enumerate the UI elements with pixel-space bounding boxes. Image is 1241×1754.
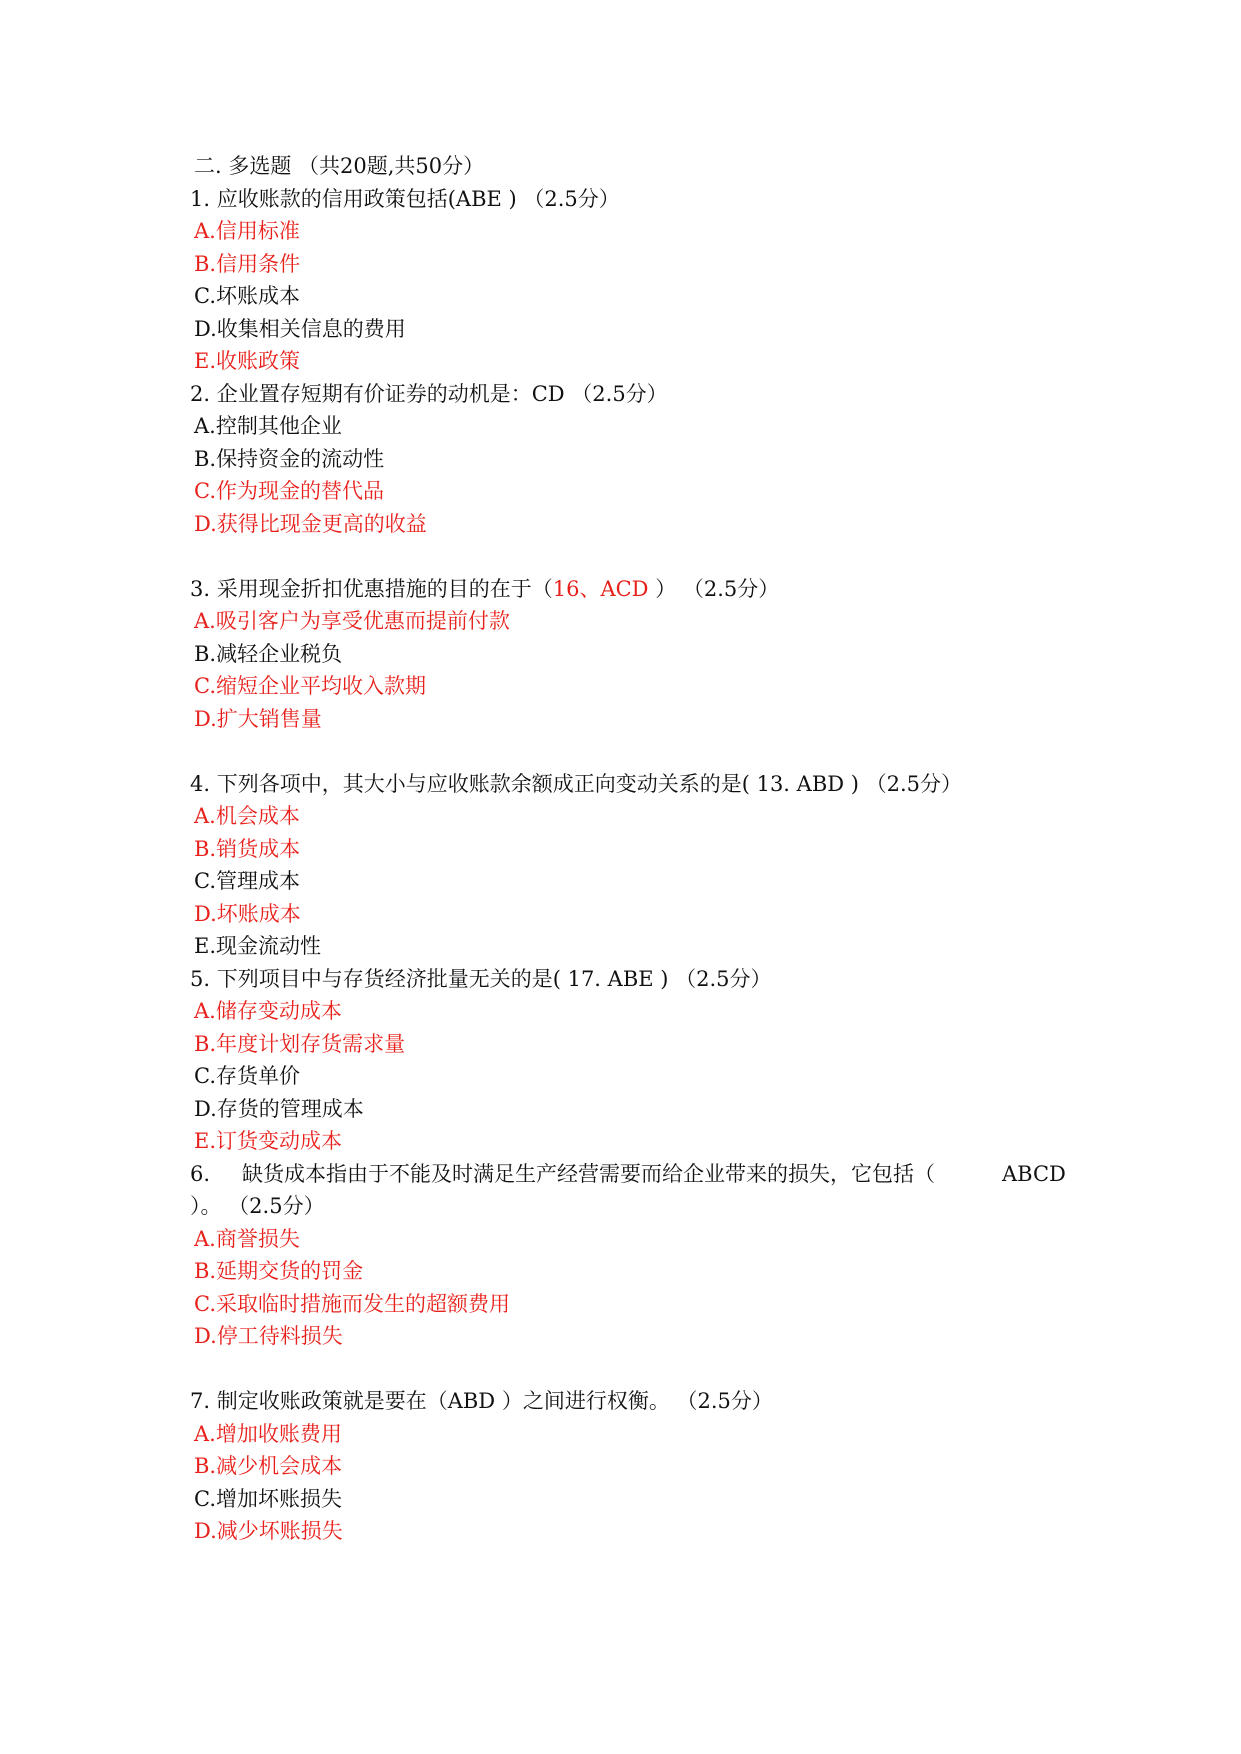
question-2-option-d: D.获得比现金更高的收益 (194, 511, 427, 536)
question-7-option-a: A.增加收账费用 (194, 1421, 342, 1446)
question-4-option-a: A.机会成本 (194, 804, 300, 828)
question-7-option-d: D.减少坏账损失 (194, 1519, 343, 1543)
question-3-option-a: A.吸引客户为享受优惠而提前付款 (194, 609, 510, 633)
question-6-stem-continued: ）。 （2.5分） (190, 1194, 325, 1218)
question-4-stem: 4. 下列各项中，其大小与应收账款余额成正向变动关系的是( 13. ABD ) （2.5分） (190, 771, 963, 796)
question-6-answer-mark: ABCD (1002, 1161, 1066, 1186)
question-3-stem (190, 573, 1070, 606)
question-1-option-e: E.收账政策 (194, 349, 301, 373)
question-2-option-b: B.保持资金的流动性 (194, 446, 385, 471)
question-4-option-b: B.销货成本 (194, 836, 301, 861)
question-5-option-c: C.存货单价 (194, 1064, 300, 1088)
question-3-stem-text: 3. 采用现金折扣优惠措施的目的在于（ (190, 576, 553, 601)
question-6-number: 6. (190, 1161, 211, 1186)
question-5-option-b: B.年度计划存货需求量 (194, 1031, 406, 1056)
question-2-stem: 2. 企业置存短期有价证券的动机是：CD （2.5分） (190, 381, 668, 406)
spacer (190, 540, 1070, 573)
question-3-answer-mark: 16、ACD (552, 576, 649, 601)
spacer (190, 735, 1070, 768)
question-2-option-c: C.作为现金的替代品 (194, 479, 384, 503)
question-list (190, 150, 1070, 1548)
question-4-option-e: E.现金流动性 (194, 934, 322, 958)
question-7-option-c: C.增加坏账损失 (194, 1486, 342, 1511)
question-3-option-d: D.扩大销售量 (194, 706, 322, 731)
question-4-option-d: D.坏账成本 (194, 901, 301, 926)
question-5-option-d: D.存货的管理成本 (194, 1096, 364, 1121)
section-title: 二. 多选题 （共20题,共50分） (194, 154, 485, 178)
question-2-option-a: A.控制其他企业 (194, 414, 342, 438)
question-6-option-b: B.延期交货的罚金 (194, 1259, 364, 1283)
question-1-option-a: A.信用标准 (194, 219, 300, 243)
question-7-stem: 7. 制定收账政策就是要在（ABD ）之间进行权衡。 （2.5分） (190, 1389, 773, 1413)
question-3-stem-score: ） （2.5分） (648, 576, 780, 601)
question-5-option-e: E.订货变动成本 (194, 1129, 343, 1153)
question-1-option-b: B.信用条件 (194, 251, 301, 276)
question-6-option-c: C.采取临时措施而发生的超额费用 (194, 1291, 510, 1316)
question-5-stem: 5. 下列项目中与存货经济批量无关的是( 17. ABE ) （2.5分） (190, 966, 772, 991)
question-3-option-c: C.缩短企业平均收入款期 (194, 674, 426, 698)
question-5-option-a: A.储存变动成本 (194, 999, 342, 1023)
question-3-option-b: B.减轻企业税负 (194, 641, 343, 666)
question-6-stem-text: 缺货成本指由于不能及时满足生产经营需要而给企业带来的损失，它包括（ (242, 1161, 935, 1186)
spacer (190, 1353, 1070, 1386)
question-6-option-d: D.停工待料损失 (194, 1324, 343, 1348)
question-7-option-b: B.减少机会成本 (194, 1454, 343, 1478)
question-1-stem: 1. 应收账款的信用政策包括(ABE ) （2.5分） (190, 186, 620, 211)
question-1-option-d: D.收集相关信息的费用 (194, 316, 406, 341)
question-6-option-a: A.商誉损失 (194, 1226, 300, 1251)
question-6-stem (190, 1158, 1070, 1191)
question-1-option-c: C.坏账成本 (194, 284, 300, 308)
question-4-option-c: C.管理成本 (194, 869, 300, 893)
